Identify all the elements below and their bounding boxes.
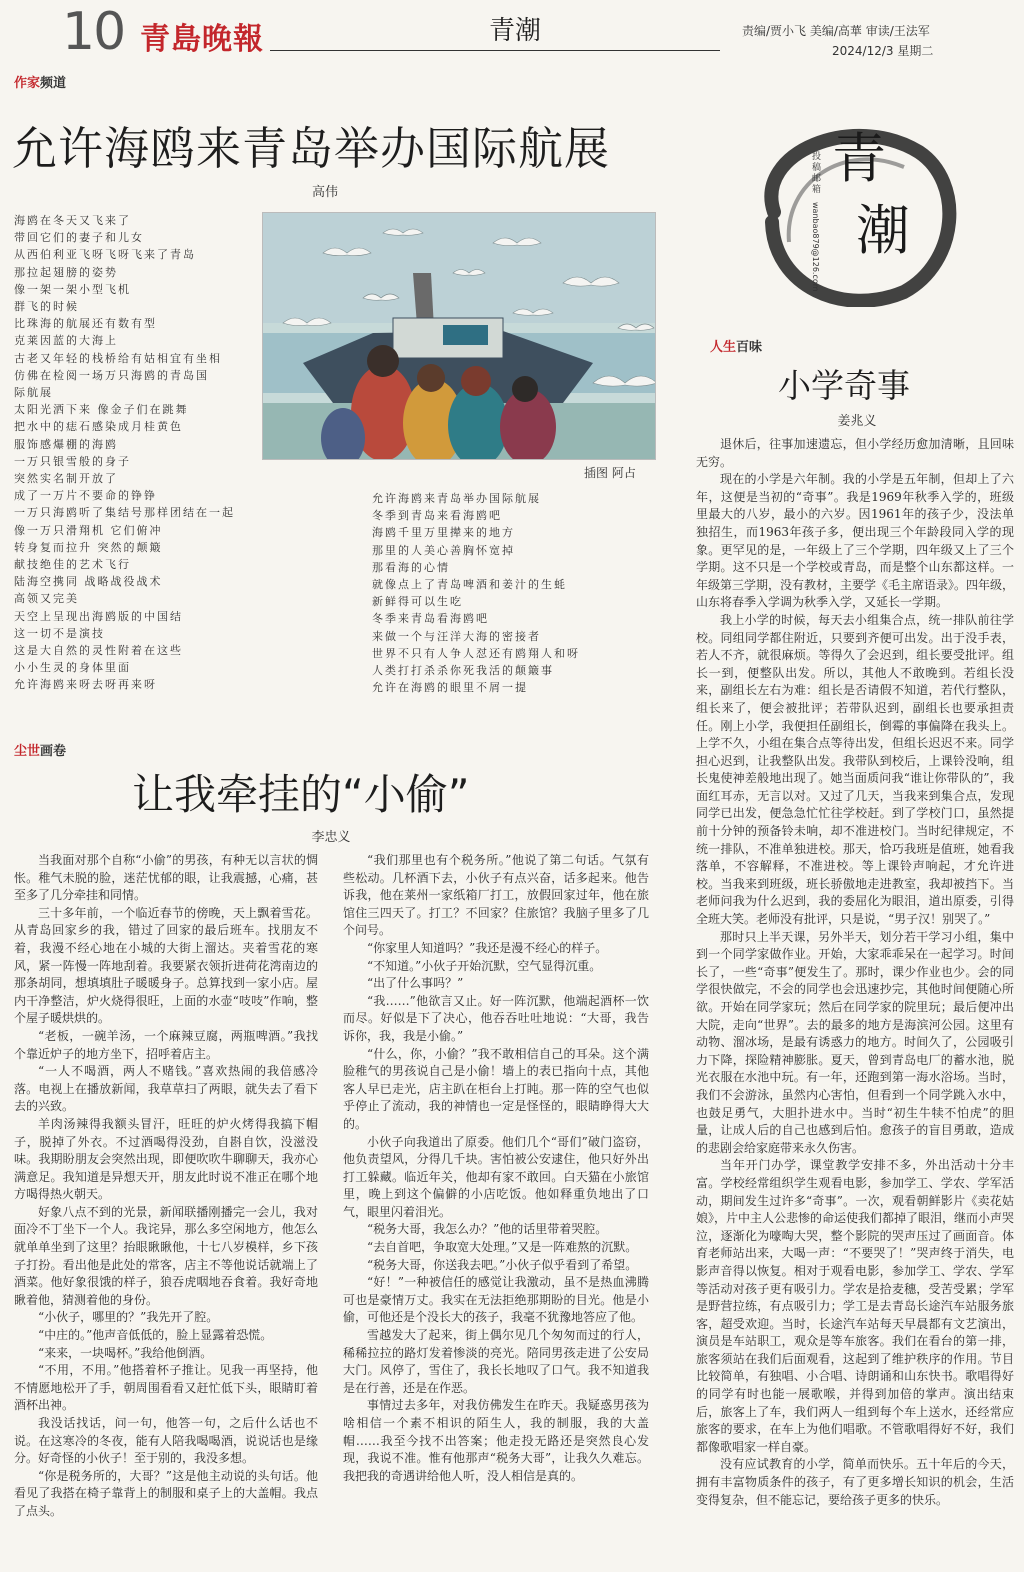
article-title-seagull: 允许海鸥来青岛举办国际航展 <box>12 122 611 175</box>
poem-line: 克莱因蓝的大海上 <box>14 334 118 348</box>
column-tag-highlight: 作家 <box>14 76 41 91</box>
poem-line: 转身复而拉升 突然的颠簸 <box>14 540 163 554</box>
poem-line: 突然实名制开放了 <box>14 472 118 486</box>
poem-line: 高领又完美 <box>14 592 79 606</box>
poem-line: 际航展 <box>14 386 53 400</box>
paragraph: 雪越发大了起来，街上偶尔见几个匆匆而过的行人，稀稀拉拉的路灯发着惨淡的亮光。陪同男孩走进了公安局大门。风停了，雪住了，我长长地叹了口气。我不知道我是在行善，还是在作恶。 <box>343 1328 649 1395</box>
column-tag-life-flavors <box>710 336 762 355</box>
paragraph: “我……”他欲言又止。好一阵沉默，他端起酒杯一饮而尽。好似是下了决心，他吞吞吐吐地说：“大哥，我告诉你，我，我是小偷。” <box>343 993 649 1043</box>
paper-name: 青島晚報 <box>140 22 264 57</box>
poem-line: 从西伯利亚飞呀飞呀飞来了青岛 <box>14 248 196 262</box>
page-number: 10 <box>62 2 125 62</box>
article-author-gaowei: 高伟 <box>311 185 338 200</box>
poem-line: 允许海鸥来呀去呀再来呀 <box>14 678 157 692</box>
paragraph: “税务大哥，你送我去吧。”小伙子似乎看到了希望。 <box>367 1257 638 1272</box>
poem-line: 人类打打杀杀你死我活的颠簸事 <box>372 664 554 678</box>
poem-line: 像一万只滑翔机 它们俯冲 <box>14 523 163 537</box>
poem-line: 把水中的痣石感染成月桂黄色 <box>14 420 183 434</box>
paragraph: 当我面对那个自称“小偷”的男孩，有种无以言状的惆怅。稚气未脱的脸，迷茫忧郁的眼，让我震撼，心痛，甚至多了几分牵挂和同情。 <box>14 853 318 903</box>
article-title-school: 小学奇事 <box>778 366 910 405</box>
paragraph: 没有应试教育的小学，简单而快乐。五十年后的今天，拥有丰富物质条件的孩子，有了更多增长知识的机会，生活变得复杂，但不能忘记，要给孩子更多的快乐。 <box>696 1457 1014 1507</box>
poem-line: 这一切不是演技 <box>14 626 105 640</box>
poem-line: 那看海的心情 <box>372 560 450 574</box>
paragraph: 那时只上半天课，另外半天，划分若干学习小组，集中到一个同学家做作业。开始，大家乖乖呆在一起学习。时间长了，一些“奇事”便发生了。那时，课少作业也少。会的同学很快做完，不会的同学也会迅速抄完，其他时间便随心所欲。开始在同学家玩；然后在同学家的院里玩；最后便冲出大院，走向“世界”。去的最多的地方是海滨河公园。这里有动物、溜冰场，是最有诱惑力的地方。时间久了，公园吸引力下降，探险精神膨胀。夏天，曾到青岛电厂的蓄水池，脱光衣服在水池中玩。有一年，还跑到第一海水浴场。当时，我们不会游泳，虽然内心害怕，但看到一个同学跳入水中，也鼓足勇气，大胆扑进水中。当时“初生牛犊不怕虎”的胆量，让成人后的自己也感到后怕。愈孩子的盲目勇敢，造成的悲剧会给家庭带来永久伤害。 <box>696 929 1014 1155</box>
column-tag-rest: 画卷 <box>40 744 67 759</box>
poem-line: 那拉起翅膀的姿势 <box>14 265 118 279</box>
illustration-caption: 插图 阿占 <box>584 466 636 480</box>
paragraph: 三十多年前，一个临近春节的傍晚，天上飘着雪花。从青岛回家乡的我，错过了回家的最后班车。找朋友不着，我漫不经心地在小城的大街上溜达。夹着雪花的寒风，紧一阵慢一阵地刮着。我要紧衣领折进荷花湾南边的那条胡同，想填填肚子暖暖身子。总算找到一家小店。屋内干净整洁，炉火烧得很旺，上面的水壶“吱吱”作响，整个屋子暖烘烘的。 <box>14 905 318 1026</box>
paragraph: 我上小学的时候，每天去小组集合点，统一排队前往学校。同组同学都住附近，只要到齐便可出发。出于没手表，若人不齐，就很麻烦。等得久了会迟到，组长要受批评。组长一到，便整队出发。所以，其他人不敢晚到。若组长没来，副组长左右为难：组长是否请假不知道，若代行整队，组长来了，便会被批评；若带队迟到，副组长也要承担责任。刚上小学，我便担任副组长，倒霉的事偏降在我头上。上学不久，小组在集合点等待出发，但组长迟迟不来。同学担心迟到，让我整队出发。我带队到校后，上课铃没响，组长鬼使神差般地出现了。她当面质问我“谁让你带队的”，我面红耳赤，无言以对。又过了几天，当我来到集合点，发现同学已出发，便急急忙忙往学校赶。到了学校门口，虽然提前十分钟的预备铃未响，却不准进校门。当时纪律规定，不统一排队，不准单独进校。那天，恰巧我班是值班，她看我落单，不容解释，不准进校。等上课铃声响起，才允许进校。当我来到班级，班长骄傲地走进教室，我却被挡下。当老师问我为什么迟到，我的委屈化为眼泪，道出原委，引得全班大笑。老师没有批评，只是说，“男子汉！别哭了。” <box>696 612 1014 927</box>
poem-line: 古老又年轻的栈桥给有姑相宜有坐相 <box>14 351 222 365</box>
article-title-thief: 让我牵挂的“小偷” <box>132 770 470 819</box>
column-tag-highlight: 人生 <box>710 340 737 355</box>
paragraph: “你家里人知道吗？”我还是漫不经心的样子。 <box>367 940 608 955</box>
article3-body <box>696 436 1014 1509</box>
column-tag-highlight: 尘世 <box>14 744 41 759</box>
paragraph: “不知道。”小伙子开始沉默，空气显得沉重。 <box>367 958 602 973</box>
poem-line: 陆海空携同 战略战役战术 <box>14 575 163 589</box>
logo-char-chao: 潮 <box>856 199 910 262</box>
section-title: 青潮 <box>488 16 541 46</box>
paragraph: “什么，你，小偷？”我不敢相信自己的耳朵。这个满脸稚气的男孩说自己是小偷！墙上的表已指向十点，其他客人早已走光，店主趴在柜台上打盹。那一阵的空气也似乎停止了流动，我的神情也一定是怪怪的，眼睛睁得大大的。 <box>343 1046 649 1131</box>
poem-line: 献技绝佳的艺术飞行 <box>14 558 131 572</box>
paragraph: “不用，不用。”他搭着杯子推让。见我一再坚持，他不情愿地松开了手，朝周围看看又赶忙低下头，眼睛盯着酒杯出神。 <box>14 1363 318 1413</box>
poem-line: 仿佛在检阅一场万只海鸥的青岛国 <box>14 368 209 382</box>
logo-note: 投稿邮箱 <box>812 152 822 195</box>
paragraph: 事情过去多年，对我仿佛发生在昨天。我疑惑男孩为啥相信一个素不相识的陌生人，我的制服，我的大盖帽……我至今找不出答案；他走投无路还是突然良心发现，我说不准。惟有他那声“税务大哥”，让我久久难忘。我把我的奇遇讲给他人听，没人相信是真的。 <box>343 1398 649 1483</box>
column-tag-worldly-scroll <box>14 740 66 759</box>
poem-line: 新鲜得可以生吃 <box>372 595 463 609</box>
logo-email: wanbao879@126.com <box>811 202 820 292</box>
column-tag-writer-channel <box>14 72 66 91</box>
paragraph: 我没话找话，问一句，他答一句，之后什么话也不说。在这寒冷的冬夜，能有人陪我喝喝酒，说说话也是缘分。好奇怪的小伙子！至于别的，我没多想。 <box>14 1416 318 1466</box>
paragraph: 小伙子向我道出了原委。他们几个“哥们”破门盗窃，他负责望风，分得几千块。害怕被公安逮住，他只好外出打工躲藏。临近年关，他却有家不敢回。白天猫在小旅馆里，晚上到这个偏僻的小店吃饭。他如释重负地出了口气，眼里闪着泪光。 <box>343 1134 649 1219</box>
paragraph: “老板，一碗羊汤，一个麻辣豆腐，两瓶啤酒。”我找个靠近炉子的地方坐下，招呼着店主。 <box>14 1028 318 1061</box>
poem-line: 一万只海鸥听了集结号那样团结在一起 <box>14 506 235 520</box>
paragraph: “我们那里也有个税务所。”他说了第二句话。气氛有些松动。几杯酒下去，小伙子有点兴奋，话多起来。他告诉我，他在莱州一家纸箱厂打工，放假回家过年，他在旅馆住三四天了。打工？不回家？住旅馆？我脑子里多了几个问号。 <box>343 853 649 938</box>
poem-line: 世界不只有人争人怼还有鸥翔人和呀 <box>372 646 580 660</box>
paragraph: “一人不喝酒，两人不赌钱。”喜欢热闹的我倍感冷落。电视上在播放新闻，我草草扫了两眼，就失去了看下去的兴致。 <box>14 1064 318 1114</box>
poem-left-column <box>14 212 254 694</box>
poem-line: 这是大自然的灵性附着在这些 <box>14 644 183 658</box>
poem-line: 海鸥千里万里撵来的地方 <box>372 526 515 540</box>
poem-line: 就像点上了青岛啤酒和姜汁的生蚝 <box>372 578 567 592</box>
poem-line: 允许海鸥来青岛举办国际航展 <box>372 492 541 505</box>
poem-line: 天空上呈现出海鸥版的中国结 <box>14 609 183 623</box>
paragraph: “小伙子，哪里的？”我先开了腔。 <box>38 1310 219 1325</box>
illustration-seagulls <box>262 212 656 460</box>
poem-line: 小小生灵的身体里面 <box>14 661 131 675</box>
paragraph: 退休后，往事加速遗忘，但小学经历愈加清晰，且回味无穷。 <box>696 437 1014 469</box>
paragraph: 当年开门办学，课堂教学安排不多，外出活动十分丰富。学校经常组织学生观看电影，参加学工、学农、学军活动，期间发生过许多“奇事”。一次，观看朝鲜影片《卖花姑娘》，片中主人公悲惨的命运使我们都掉了眼泪，继而小声哭泣，逐渐化为嚎啕大哭，整个影院的哭声压过了画面音。体育老师站出来，大喝一声：“不要哭了！”哭声终于消失，电影声音得以恢复。相对于观看电影，参加学工、学农、学军等活动对孩子更有吸引力。学农是拾麦穗，受苦受累；学军是野营拉练，有点吸引力；学工是去青岛长途汽车站服务旅客，超受欢迎。当时，长途汽车站每天早晨都有文艺演出，演员是车站职工，观众是等车旅客。我们在看台的第一排，旅客须站在我们后面观看，这起到了维护秩序的作用。节目比较简单，有独唱、小合唱、诗朗诵和山东快书。歌唱得好的同学有时也能一展歌喉，并得到加倍的掌声。演出结束后，旅客上了车，我们两人一组到每个车上送水，还经常应旅客的要求，在车上为他们唱歌。不管歌唱得好不好，我们都像歌唱家一样自豪。 <box>696 1158 1015 1454</box>
poem-line: 一万只银雪般的身子 <box>14 454 131 468</box>
poem-line: 像一架一架小型飞机 <box>14 282 131 296</box>
poem-line: 服饰感爆棚的海鸥 <box>14 437 118 451</box>
paragraph: “来来，一块喝杯。”我给他倒酒。 <box>38 1345 213 1360</box>
illustration-graphic <box>263 213 656 460</box>
poem-line: 群飞的时候 <box>14 300 79 314</box>
poem-line: 比珠海的航展还有数有型 <box>14 317 157 331</box>
poem-line: 成了一万片不要命的铮铮 <box>14 489 157 503</box>
masthead-rule <box>270 50 720 51</box>
editors-credit: 责编/贾小飞 美编/高華 审读/王法军 <box>742 24 930 38</box>
paragraph: “中庄的。”他声音低低的，脸上显露着恐慌。 <box>38 1328 273 1343</box>
logo-char-qing: 青 <box>832 127 886 190</box>
paragraph: 羊肉汤辣得我额头冒汗，旺旺的炉火烤得我搞下帽子，脱掉了外衣。不过酒喝得没劲，自斟自饮，没滋没味。我期盼朋友会突然出现，即便吹吹牛聊聊天，我亦心满意足。我知道是异想天开，朋友此时说不准正在哪个地方喝得热火朝天。 <box>14 1116 318 1202</box>
paragraph: “好！”一种被信任的感觉让我激动，虽不是热血沸腾可也是豪情万丈。我实在无法拒绝那期盼的目光。他是小偷，可他还是个没长大的孩子，我毫不犹豫地答应了他。 <box>343 1275 649 1325</box>
issue-date: 2024/12/3 星期二 <box>832 44 934 58</box>
poem-line: 海鸥在冬天又飞来了 <box>14 214 131 227</box>
poem-line: 允许在海鸥的眼里不屑一提 <box>372 681 528 695</box>
paragraph: 好象八点不到的光景，新闻联播刚播完一会儿，我对面冷不丁坐下一个人。我诧异，那么多空闲地方，他怎么就单单坐到了这里？抬眼瞅瞅他，十七八岁模样，乡下孩子打扮。看出他是此处的常客，店主不等他说话就端上了酒菜。他好象很饿的样子，狼吞虎咽地吞食着。我好奇地瞅着他，猜测着他的身份。 <box>14 1204 318 1307</box>
poem-line: 太阳光洒下来 像金子们在跳舞 <box>14 403 189 417</box>
poem-line: 来做一个与汪洋大海的密接者 <box>372 629 541 643</box>
poem-line: 冬季来青岛看海鸥吧 <box>372 612 489 626</box>
poem-line: 带回它们的妻子和儿女 <box>14 231 144 245</box>
paragraph: 现在的小学是六年制。我的小学是五年制，但却上了六年，这便是当初的“奇事”。我是1969年秋季入学的，班级里最大的八岁，最小的六岁。因1961年的孩子少，没法单独招生，而1963年孩子多，便出现三个年龄段同入学的现象。更罕见的是，一年级上了三个学期，四年级又上了三个学期。这不只是一个学校或青岛，而是整个山东都这样。一年级第三学期，没有教材，主要学《毛主席语录》。四年级，山东将春季入学调为秋季入学，又延长一学期。 <box>696 472 1015 610</box>
paragraph: “你是税务所的，大哥？”这是他主动说的头句话。他看见了我搭在椅子靠背上的制服和桌子上的大盖帽。我点了点头。 <box>14 1468 318 1518</box>
paragraph: “去自首吧，争取宽大处理。”又是一阵难熬的沉默。 <box>367 1240 638 1255</box>
qingchao-logo <box>734 112 964 307</box>
article-author-lizhongyi: 李忠义 <box>311 830 351 845</box>
column-tag-rest: 频道 <box>40 76 67 91</box>
paragraph: “出了什么事吗？” <box>367 976 464 991</box>
poem-line: 那里的人美心善胸怀宽掉 <box>372 543 515 557</box>
paragraph: “税务大哥，我怎么办？”他的话里带着哭腔。 <box>367 1222 608 1237</box>
article-author-jiangzhaoyi: 姜兆义 <box>837 414 877 429</box>
poem-right-column <box>372 490 672 696</box>
column-tag-rest: 百味 <box>736 340 763 355</box>
poem-line: 冬季到青岛来看海鸥吧 <box>372 509 502 523</box>
article2-column2 <box>343 852 649 1485</box>
article2-column1 <box>14 852 318 1521</box>
